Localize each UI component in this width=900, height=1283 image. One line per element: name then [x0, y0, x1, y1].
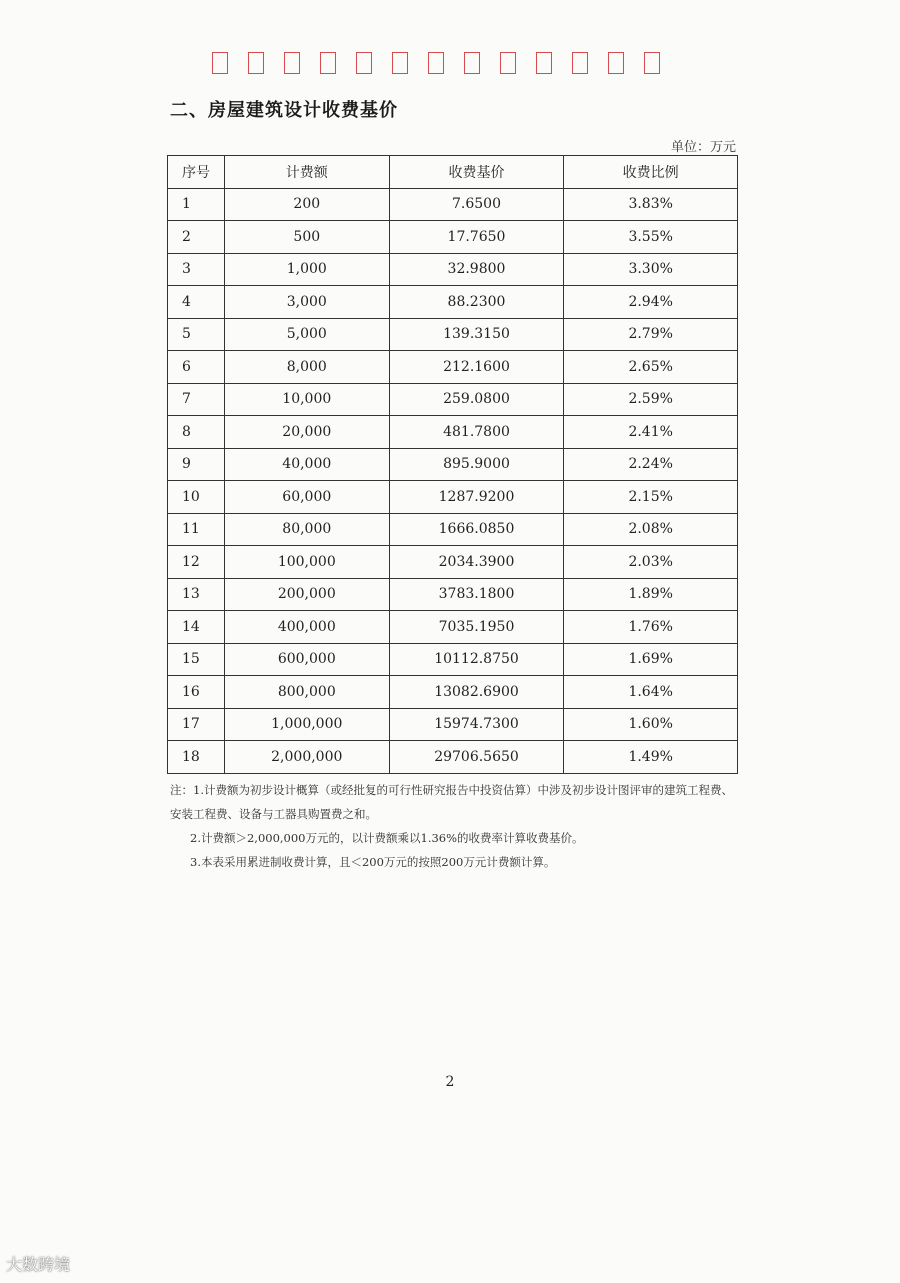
cell-fee-amount: 200,000 [224, 578, 389, 611]
cell-index: 4 [168, 286, 225, 319]
cell-fee-amount: 80,000 [224, 513, 389, 546]
cell-fee-amount: 400,000 [224, 611, 389, 644]
cell-base-fee: 2034.3900 [389, 546, 564, 579]
cell-fee-ratio: 2.15% [564, 481, 738, 514]
cell-fee-ratio: 2.59% [564, 383, 738, 416]
red-placeholder-box [320, 52, 336, 74]
cell-fee-ratio: 2.79% [564, 318, 738, 351]
cell-fee-ratio: 1.49% [564, 741, 738, 774]
red-placeholder-box [392, 52, 408, 74]
notes [170, 778, 740, 874]
table-row [168, 318, 738, 351]
cell-fee-amount: 3,000 [224, 286, 389, 319]
red-placeholder-box [284, 52, 300, 74]
section-title: 二、房屋建筑设计收费基价 [170, 100, 398, 121]
cell-fee-amount: 2,000,000 [224, 741, 389, 774]
cell-base-fee: 212.1600 [389, 351, 564, 384]
cell-index: 11 [168, 513, 225, 546]
cell-index: 13 [168, 578, 225, 611]
cell-index: 6 [168, 351, 225, 384]
table-row [168, 221, 738, 254]
cell-fee-amount: 20,000 [224, 416, 389, 449]
table-row [168, 188, 738, 221]
cell-index: 8 [168, 416, 225, 449]
cell-fee-amount: 40,000 [224, 448, 389, 481]
table-header-row [168, 156, 738, 189]
red-placeholder-box [356, 52, 372, 74]
table-row [168, 383, 738, 416]
cell-index: 3 [168, 253, 225, 286]
cell-base-fee: 139.3150 [389, 318, 564, 351]
note-3: 3.本表采用累进制收费计算，且＜200万元的按照200万元计费额计算。 [190, 855, 556, 869]
cell-fee-amount: 800,000 [224, 676, 389, 709]
cell-index: 1 [168, 188, 225, 221]
cell-fee-ratio: 1.76% [564, 611, 738, 644]
red-placeholder-box [644, 52, 660, 74]
cell-fee-amount: 1,000 [224, 253, 389, 286]
red-placeholder-box [248, 52, 264, 74]
table-row [168, 286, 738, 319]
cell-index: 14 [168, 611, 225, 644]
red-placeholder-box [536, 52, 552, 74]
red-placeholder-box [608, 52, 624, 74]
cell-fee-ratio: 1.64% [564, 676, 738, 709]
note-2: 2.计费额＞2,000,000万元的，以计费额乘以1.36%的收费率计算收费基价。 [190, 831, 584, 845]
cell-base-fee: 88.2300 [389, 286, 564, 319]
table-row [168, 676, 738, 709]
column-header-index: 序号 [168, 156, 225, 189]
cell-fee-amount: 500 [224, 221, 389, 254]
table-row [168, 416, 738, 449]
cell-base-fee: 32.9800 [389, 253, 564, 286]
fee-table [167, 155, 738, 774]
cell-fee-ratio: 2.41% [564, 416, 738, 449]
cell-fee-ratio: 2.24% [564, 448, 738, 481]
red-placeholder-box [500, 52, 516, 74]
cell-base-fee: 7.6500 [389, 188, 564, 221]
table-row [168, 611, 738, 644]
cell-base-fee: 13082.6900 [389, 676, 564, 709]
column-header-base-fee: 收费基价 [389, 156, 564, 189]
cell-fee-ratio: 1.60% [564, 708, 738, 741]
cell-fee-ratio: 3.83% [564, 188, 738, 221]
table-row [168, 643, 738, 676]
cell-fee-ratio: 3.30% [564, 253, 738, 286]
note-1: 注：1.计费额为初步设计概算（或经批复的可行性研究报告中投资估算）中涉及初步设计图评审的建筑工程费、安装工程费、设备与工器具购置费之和。 [170, 783, 733, 821]
cell-index: 17 [168, 708, 225, 741]
column-header-fee-ratio: 收费比例 [564, 156, 738, 189]
cell-fee-ratio: 2.65% [564, 351, 738, 384]
cell-index: 9 [168, 448, 225, 481]
unit-label: 单位：万元 [670, 140, 736, 155]
cell-fee-amount: 10,000 [224, 383, 389, 416]
table-row [168, 448, 738, 481]
red-placeholder-box [572, 52, 588, 74]
cell-fee-amount: 600,000 [224, 643, 389, 676]
red-placeholder-box [212, 52, 228, 74]
column-header-fee-amount: 计费额 [224, 156, 389, 189]
red-placeholder-boxes [212, 52, 660, 74]
cell-base-fee: 1287.9200 [389, 481, 564, 514]
cell-fee-ratio: 1.69% [564, 643, 738, 676]
watermark: 大数跨境 [6, 1255, 71, 1274]
cell-fee-amount: 100,000 [224, 546, 389, 579]
cell-base-fee: 29706.5650 [389, 741, 564, 774]
cell-index: 5 [168, 318, 225, 351]
cell-index: 2 [168, 221, 225, 254]
cell-index: 12 [168, 546, 225, 579]
cell-index: 18 [168, 741, 225, 774]
cell-fee-amount: 5,000 [224, 318, 389, 351]
cell-index: 10 [168, 481, 225, 514]
cell-base-fee: 259.0800 [389, 383, 564, 416]
cell-fee-amount: 8,000 [224, 351, 389, 384]
cell-fee-ratio: 2.94% [564, 286, 738, 319]
table-row [168, 546, 738, 579]
table-row [168, 351, 738, 384]
table-row [168, 513, 738, 546]
table-row [168, 578, 738, 611]
cell-base-fee: 7035.1950 [389, 611, 564, 644]
table-row [168, 253, 738, 286]
red-placeholder-box [428, 52, 444, 74]
cell-fee-amount: 60,000 [224, 481, 389, 514]
cell-base-fee: 481.7800 [389, 416, 564, 449]
page-number: 2 [445, 1074, 455, 1090]
cell-fee-ratio: 2.03% [564, 546, 738, 579]
cell-fee-amount: 200 [224, 188, 389, 221]
cell-fee-amount: 1,000,000 [224, 708, 389, 741]
cell-base-fee: 1666.0850 [389, 513, 564, 546]
table-body [168, 188, 738, 773]
cell-base-fee: 17.7650 [389, 221, 564, 254]
cell-fee-ratio: 1.89% [564, 578, 738, 611]
red-placeholder-box [464, 52, 480, 74]
cell-base-fee: 10112.8750 [389, 643, 564, 676]
cell-fee-ratio: 2.08% [564, 513, 738, 546]
cell-index: 7 [168, 383, 225, 416]
cell-fee-ratio: 3.55% [564, 221, 738, 254]
cell-base-fee: 15974.7300 [389, 708, 564, 741]
table-row [168, 741, 738, 774]
cell-index: 16 [168, 676, 225, 709]
table-row [168, 481, 738, 514]
cell-base-fee: 895.9000 [389, 448, 564, 481]
cell-index: 15 [168, 643, 225, 676]
table-row [168, 708, 738, 741]
cell-base-fee: 3783.1800 [389, 578, 564, 611]
